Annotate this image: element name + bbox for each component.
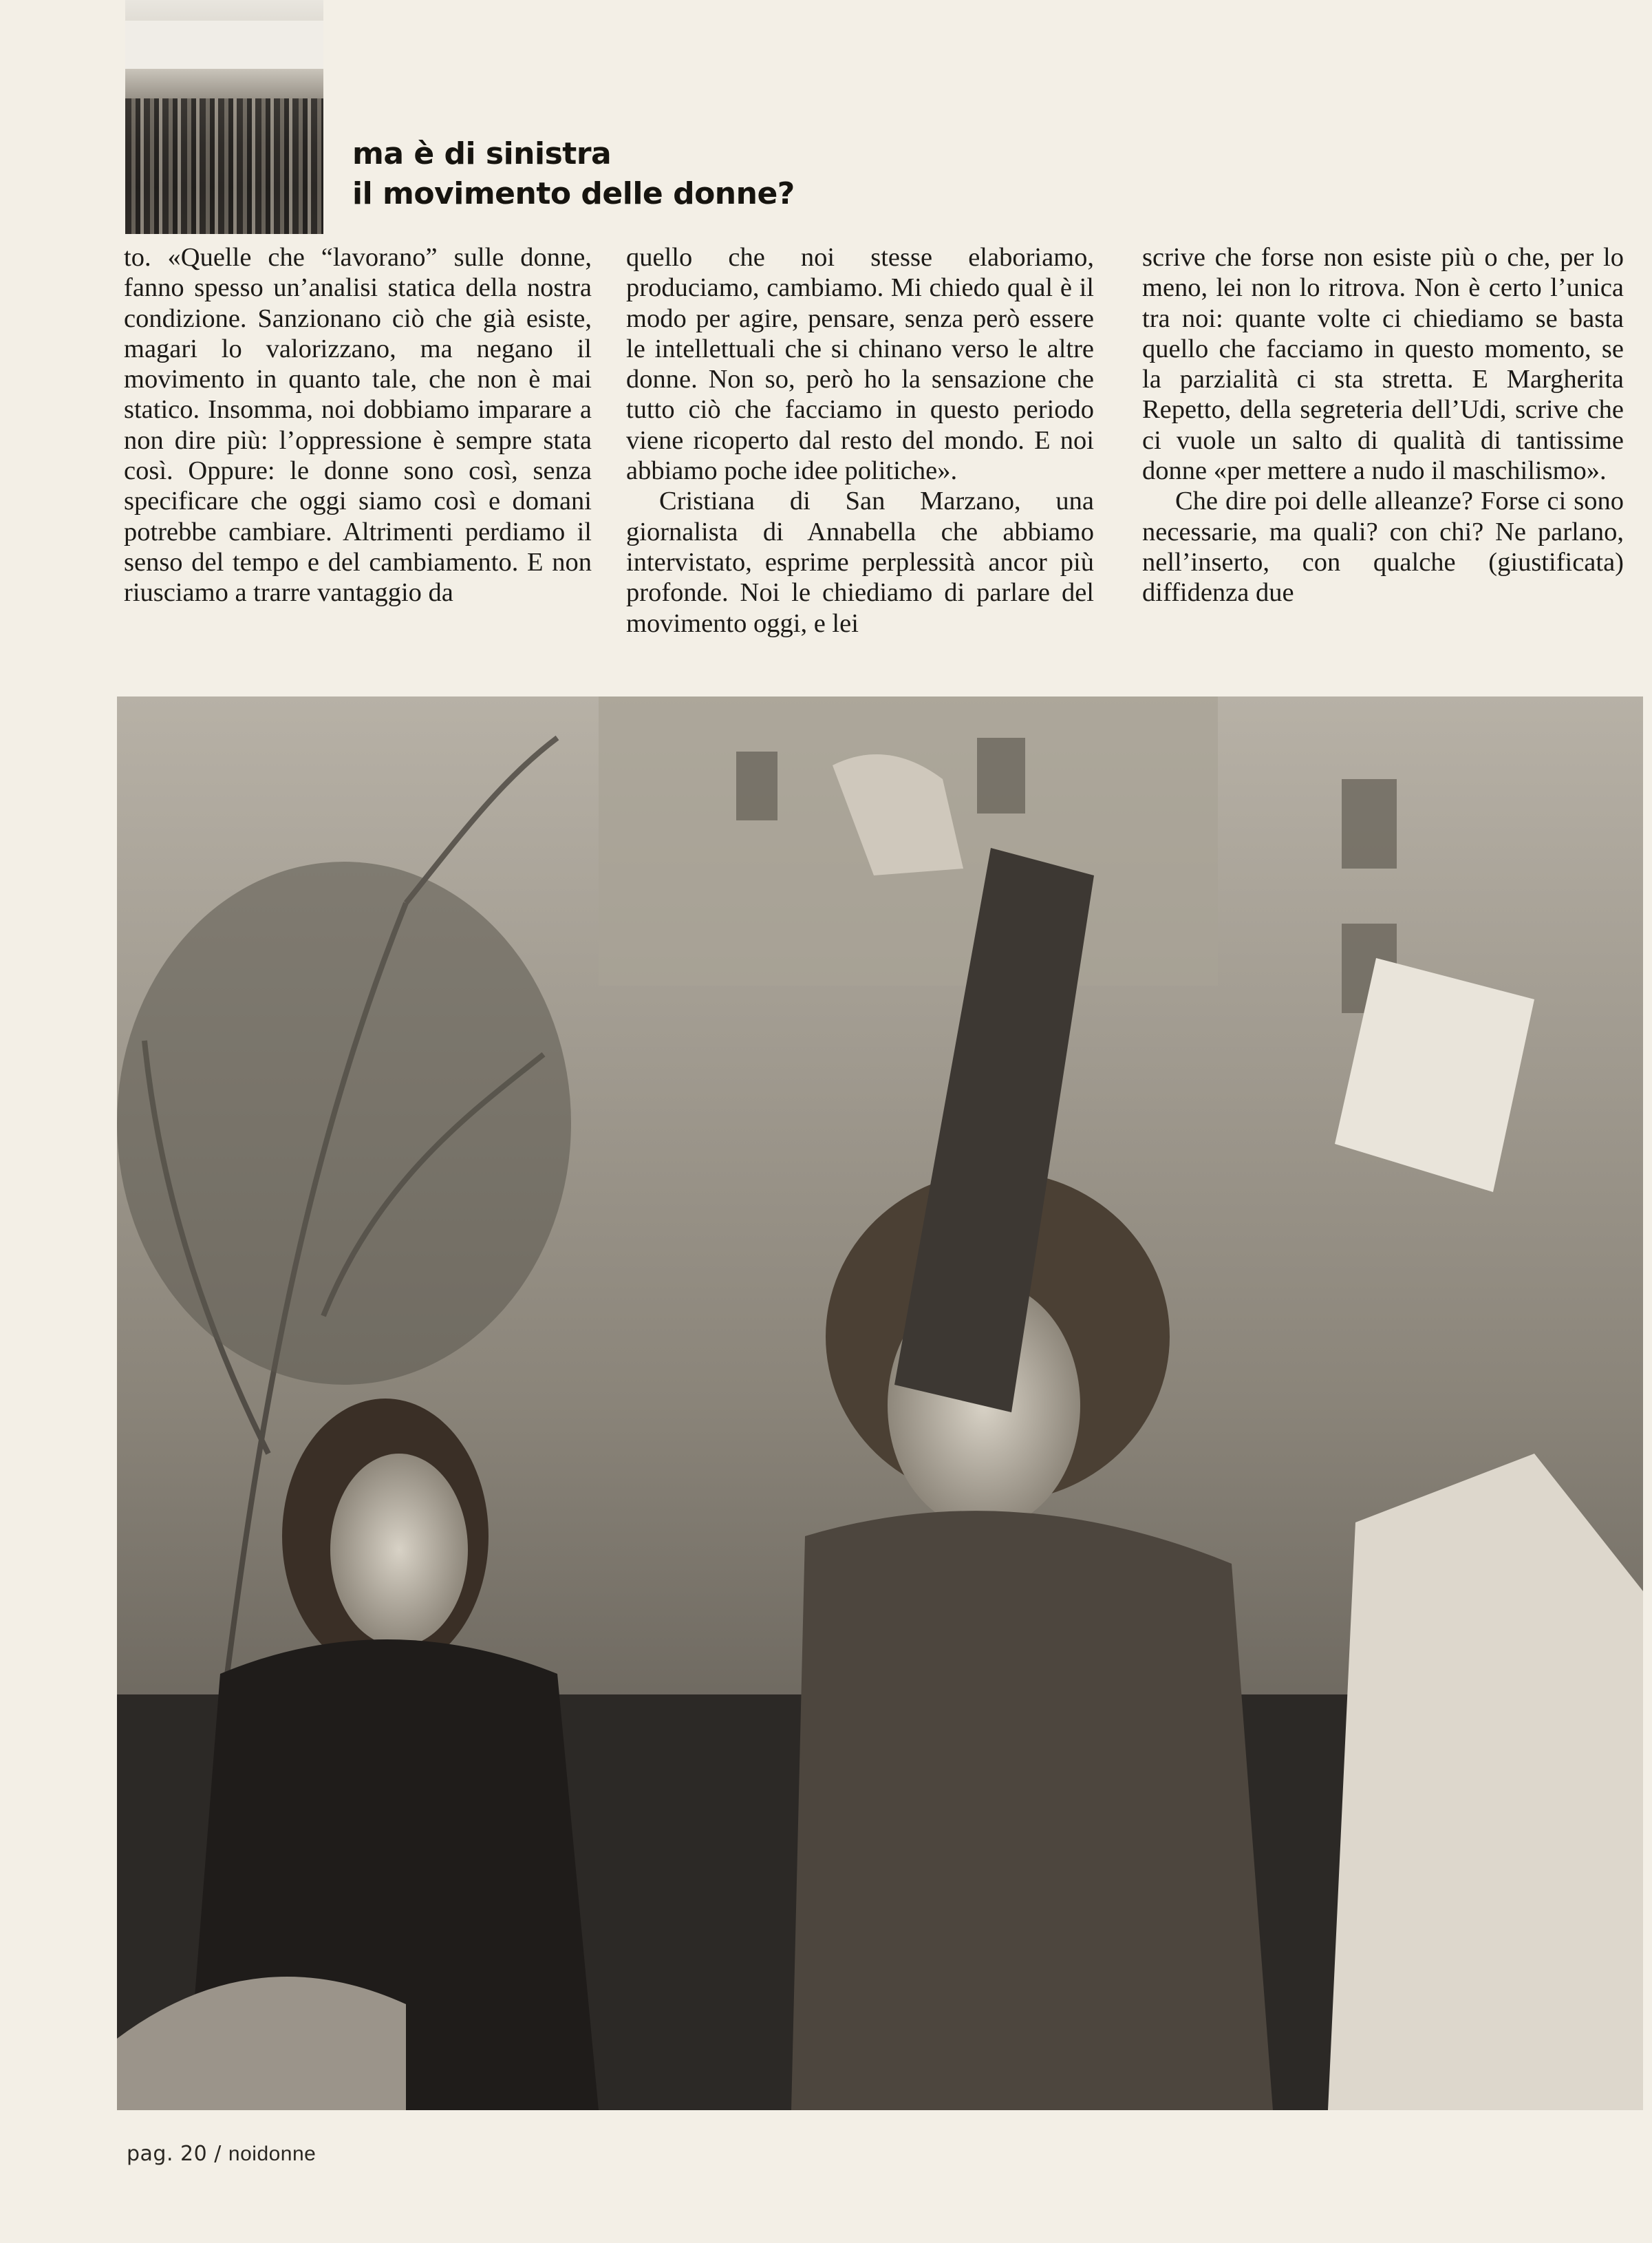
magazine-name: noidonne [228,2143,317,2165]
text-column-3 [1142,242,1624,683]
headline [352,134,903,214]
headline-line1: ma è di sinistra [352,136,612,171]
headline-line2: il movimento delle donne? [352,176,795,211]
text-column-2 [626,242,1094,683]
main-photo [117,697,1643,2110]
thumbnail-banner [125,21,323,69]
thumbnail-photo [125,0,323,234]
page-footer [127,2142,316,2166]
photo-illustration [117,697,1643,2110]
page-number: pag. 20 / [127,2142,222,2166]
thumbnail-crowd [125,98,323,234]
column-2-paragraph-1: quello che noi stesse elaboriamo, produciamo, cambiamo. Mi chiedo qual è il modo per agire, pensare, senza però essere le intellettuali che si chinano verso le altre donne. Non so, però ho la sensazione che tutto ciò che facciamo in questo periodo viene ricoperto dal resto del mondo. E noi abbiamo poche idee politiche». [626,243,1094,486]
text-column-1 [124,242,592,683]
column-2-paragraph-2: Cristiana di San Marzano, una giornalista di Annabella che abbiamo intervistato, esprime perplessità ancor più profonde. Noi le chiediamo di parlare del movimento oggi, e lei [626,487,1094,638]
column-1-text: to. «Quelle che “lavorano” sulle donne, fanno spesso un’analisi statica della nostra condizione. Sanzionano ciò che già esiste, magari lo valorizzano, ma negano il movimento in quanto tale, che non è mai statico. Insomma, noi dobbiamo imparare a non dire più: l’oppressione è sempre stata così. Oppure: le donne sono così, senza specificare che oggi siamo così e domani potrebbe cambiare. Altrimenti perdiamo il senso del tempo e del cambiamento. E non riusciamo a trarre vantaggio da [124,243,592,608]
column-3-paragraph-2: Che dire poi delle alleanze? Forse ci sono necessarie, ma quali? con chi? Ne parlano, nell’inserto, con qualche (giustificata) diffidenza due [1142,487,1624,608]
column-3-paragraph-1: scrive che forse non esiste più o che, per lo meno, lei non lo ritrova. Non è certo l’unica tra noi: quante volte ci chiediamo se basta quello che facciamo in questo momento, se la parzialità ci sta stretta. E Margherita Repetto, della segreteria dell’Udi, scrive che ci vuole un salto di qualità di tantissime donne «per mettere a nudo il maschilismo». [1142,243,1624,486]
